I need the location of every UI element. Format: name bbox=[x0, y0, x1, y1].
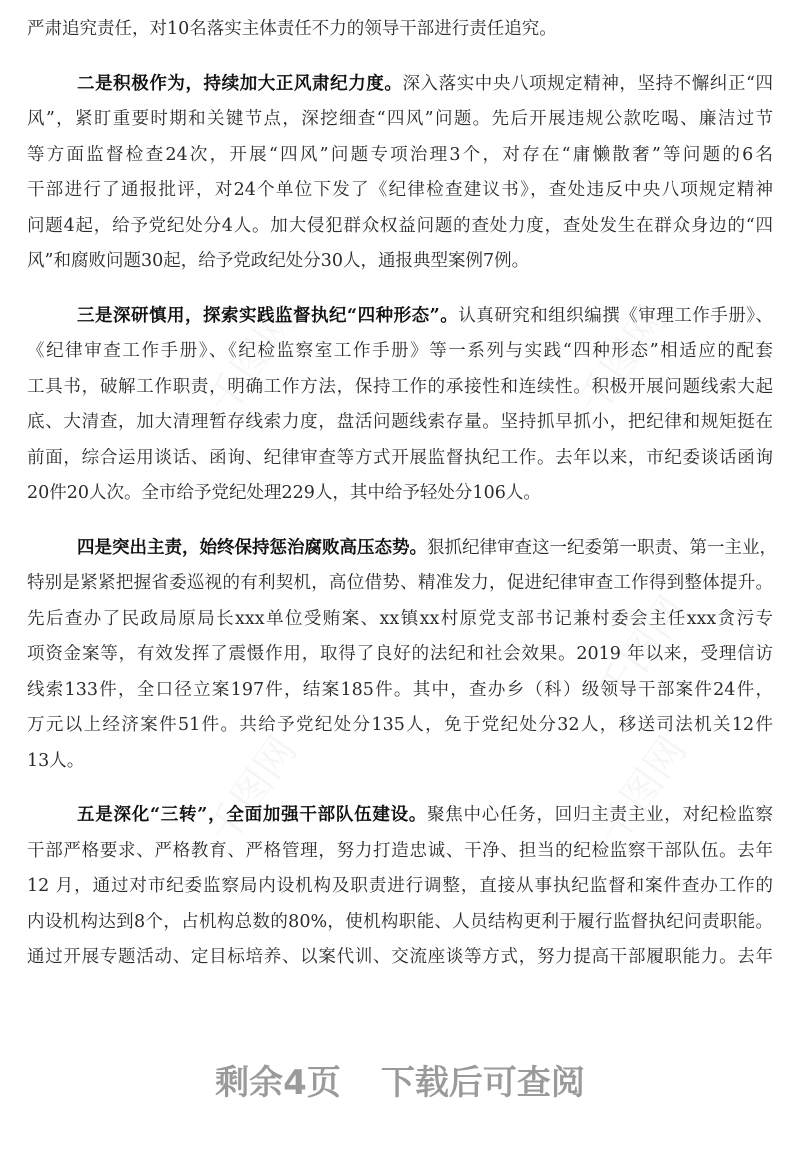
text-line: 特别是紧紧把握省委巡视的有利契机，高位借势、精准发力，促进纪律审查工作得到整体提升。 bbox=[27, 573, 773, 593]
text-line: 线索133件，全口径立案197件，结案185件。其中，查办乡（科）级领导干部案件24件， bbox=[27, 679, 773, 700]
remaining-pages-label: 剩余4页 bbox=[215, 1063, 341, 1103]
text-line: 干部严格要求、严格教育、严格管理，努力打造忠诚、干净、担当的纪检监察干部队伍。去年 bbox=[27, 840, 773, 861]
download-to-read-label: 下载后可查阅 bbox=[380, 1063, 585, 1103]
text-line: 《纪律审查工作手册》、《纪检监察室工作手册》等一系列与实践“四种形态”相适应的配套 bbox=[27, 341, 773, 361]
text-line: 等方面监督检查24次，开展“四风”问题专项治理3个，对存在“庸懒散奢”等问题的6名 bbox=[27, 144, 773, 165]
section-text: 深入落实中央八项规定精神，坚持不懈纠正“四 bbox=[402, 73, 774, 94]
intro-tail-paragraph bbox=[27, 12, 773, 48]
text-line: 万元以上经济案件51件。共给予党纪处分135人，免于党纪处分32人，移送司法机关12件 bbox=[27, 715, 773, 735]
section-paragraph bbox=[27, 299, 773, 512]
section-text: 聚焦中心任务，回归主责主业，对纪检监察 bbox=[427, 805, 773, 825]
section-heading: 五是深化“三转”，全面加强干部队伍建设。 bbox=[77, 805, 428, 825]
section-paragraph bbox=[27, 798, 773, 976]
text-line: 干部进行了通报批评，对24个单位下发了《纪律检查建议书》，查处违反中央八项规定精神 bbox=[27, 180, 773, 200]
text-line: 20件20人次。全市给予党纪处理229人，其中给予轻处分106人。 bbox=[27, 483, 541, 503]
text-line bbox=[27, 299, 773, 335]
text-line bbox=[27, 531, 777, 567]
text-line: 工具书，破解工作职责，明确工作方法，保持工作的承接性和连续性。积极开展问题线索大起 bbox=[27, 376, 773, 397]
text-line: 通过开展专题活动、定目标培养、以案代训、交流座谈等方式，努力提高干部履职能力。去年 bbox=[27, 947, 773, 967]
text-line: 严肃追究责任，对10名落实主体责任不力的领导干部进行责任追究。 bbox=[27, 19, 557, 39]
text-line: 问题4起，给予党纪处分4人。加大侵犯群众权益问题的查处力度，查处发生在群众身边的“四 bbox=[27, 215, 773, 236]
document-body bbox=[27, 0, 777, 995]
section-paragraph bbox=[27, 67, 773, 280]
text-line: 风”，紧盯重要时期和关键节点，深挖细查“四风”问题。先后开展违规公款吃喝、廉洁过节 bbox=[27, 109, 773, 129]
section-text: 认真研究和组织编撰《审理工作手册》、 bbox=[458, 305, 773, 326]
text-line: 风”和腐败问题30起，给予党政纪处分30人，通报典型案例7例。 bbox=[27, 251, 530, 271]
text-line: 前面，综合运用谈话、函询、纪律审查等方式开展监督执纪工作。去年以来，市纪委谈话函询 bbox=[27, 447, 773, 468]
text-line: 先后查办了民政局原局长xxx单位受贿案、xx镇xx村原党支部书记兼村委会主任xxx贪污专 bbox=[27, 608, 773, 629]
section-heading: 二是积极作为，持续加大正风肃纪力度。 bbox=[77, 73, 403, 94]
cut-off-line bbox=[27, 0, 773, 12]
text-line: 项资金案等，有效发挥了震慑作用，取得了良好的法纪和社会效果。2019 年以来，受理信访 bbox=[27, 644, 773, 664]
text-line: 13人。 bbox=[27, 750, 85, 771]
section-heading: 四是突出主责，始终保持惩治腐败高压态势。 bbox=[77, 537, 427, 558]
download-prompt[interactable] bbox=[0, 1055, 800, 1104]
text-line: 12 月，通过对市纪委监察局内设机构及职责进行调整，直接从事执纪监督和案件查办工作的 bbox=[27, 876, 773, 896]
section-paragraph bbox=[27, 531, 777, 780]
text-line: 底、大清查，加大清理暂存线索力度，盘活问题线索存量。坚持抓早抓小，把纪律和规矩挺在 bbox=[27, 412, 773, 432]
section-heading: 三是深研慎用，探索实践监督执纪“四种形态”。 bbox=[77, 305, 459, 326]
text-line: 内设机构达到8个，占机构总数的80%，使机构职能、人员结构更利于履行监督执纪问责职能。 bbox=[27, 911, 773, 932]
text-line bbox=[27, 798, 773, 834]
section-text: 狠抓纪律审查这一纪委第一职责、第一主业， bbox=[427, 537, 777, 558]
text-line bbox=[27, 67, 773, 103]
